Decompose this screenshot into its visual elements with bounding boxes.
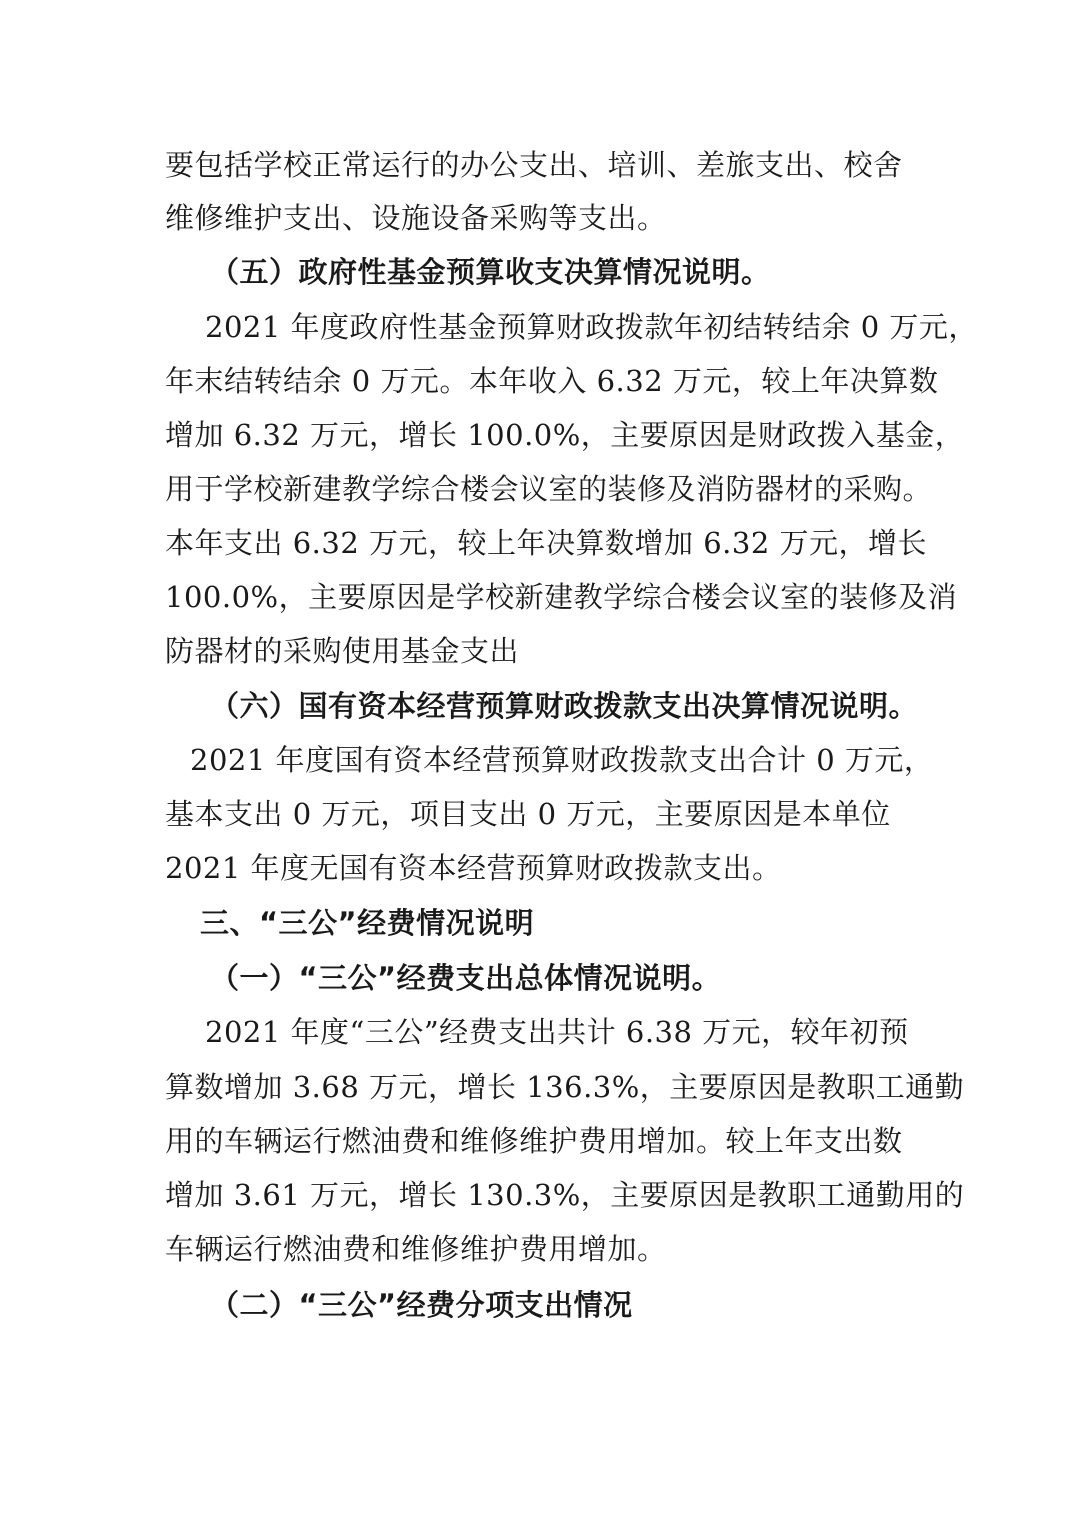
body-text-line: 用于学校新建教学综合楼会议室的装修及消防器材的采购。	[165, 472, 933, 506]
body-text-line: 2021 年度国有资本经营预算财政拨款支出合计 0 万元，	[190, 743, 934, 777]
body-text-line: 算数增加 3.68 万元，增长 136.3%，主要原因是教职工通勤	[165, 1070, 965, 1104]
body-text-line: 2021 年度无国有资本经营预算财政拨款支出。	[165, 851, 782, 885]
body-text-line: 年末结转结余 0 万元。本年收入 6.32 万元，较上年决算数	[165, 364, 939, 398]
section-heading: （五）政府性基金预算收支决算情况说明。	[210, 255, 771, 289]
section-heading: （二）“三公”经费分项支出情况	[210, 1288, 633, 1322]
body-text-line: 2021 年度“三公”经费支出共计 6.38 万元，较年初预	[205, 1015, 909, 1049]
section-heading: （一）“三公”经费支出总体情况说明。	[210, 961, 722, 995]
body-text-line: 增加 3.61 万元，增长 130.3%，主要原因是教职工通勤用的	[165, 1178, 965, 1212]
body-text-line: 防器材的采购使用基金支出	[165, 634, 520, 668]
body-text-line: 2021 年度政府性基金预算财政拨款年初结转结余 0 万元，	[205, 310, 978, 344]
part-heading: 三、“三公”经费情况说明	[200, 906, 535, 940]
body-text-line: 增加 6.32 万元，增长 100.0%，主要原因是财政拨入基金，	[165, 418, 965, 452]
body-text-line: 车辆运行燃油费和维修维护费用增加。	[165, 1232, 667, 1266]
body-text-line: 基本支出 0 万元，项目支出 0 万元，主要原因是本单位	[165, 797, 891, 831]
body-text-line: 用的车辆运行燃油费和维修维护费用增加。较上年支出数	[165, 1124, 903, 1158]
body-text-line: 本年支出 6.32 万元，较上年决算数增加 6.32 万元，增长	[165, 526, 928, 560]
section-heading: （六）国有资本经营预算财政拨款支出决算情况说明。	[210, 689, 919, 723]
body-text-line: 要包括学校正常运行的办公支出、培训、差旅支出、校舍	[165, 148, 903, 182]
body-text-line: 维修维护支出、设施设备采购等支出。	[165, 201, 667, 235]
body-text-line: 100.0%，主要原因是学校新建教学综合楼会议室的装修及消	[165, 580, 958, 614]
